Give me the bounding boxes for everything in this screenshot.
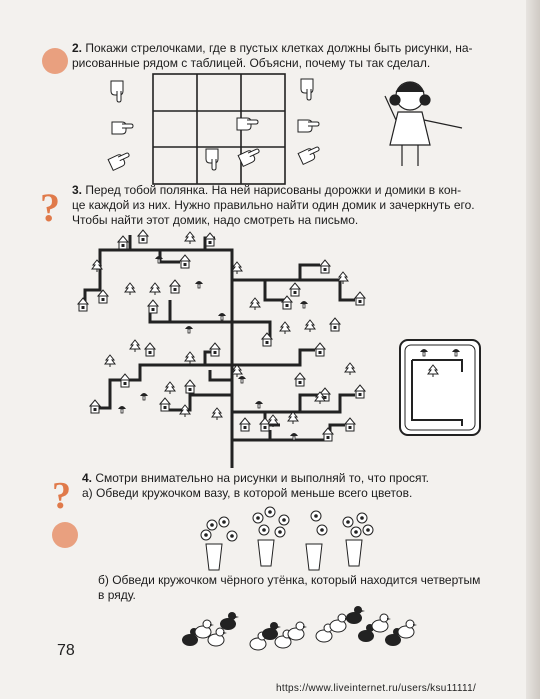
task-4-number: 4. [82, 471, 93, 485]
task-2-line-1: Покажи стрелочками, где в пустых клетках должны быть рисунки, на- [85, 41, 473, 55]
task-3-number: 3. [72, 183, 83, 197]
task-3-line-2: це каждой из них. Нужно правильно найти один домик и зачеркнуть его. [72, 198, 475, 212]
task-4-line-4: в ряду. [98, 588, 136, 602]
task-3-line-1: Перед тобой полянка. На ней нарисованы дорожки и домики в кон- [85, 183, 462, 197]
fir-tree-icon [92, 232, 355, 427]
task-4-line-2: а) Обведи кружочком вазу, в которой меньше всего цветов. [82, 486, 413, 500]
task-4-line-1: Смотри внимательно на рисунки и выполняй то, что просят. [95, 471, 429, 485]
question-mark-icon: ? [52, 475, 71, 517]
path-maze [85, 235, 355, 468]
task-2-number: 2. [72, 41, 83, 55]
hint-letter-card [400, 340, 480, 435]
task-4-line-3: б) Обведи кружочком чёрного утёнка, который находится четвертым [98, 573, 481, 587]
pointing-hand-icon [108, 79, 322, 170]
question-mark-icon: ? [40, 185, 60, 230]
watermark-url: https://www.liveinternet.ru/users/ksu11111/ [276, 683, 477, 694]
girl-pointer-icon [385, 82, 462, 166]
task-3-line-3: Чтобы найти этот домик, надо смотреть на письмо. [72, 213, 359, 227]
symbol-grid [153, 74, 285, 184]
page-number: 78 [57, 642, 75, 659]
task-2-line-2: рисованные рядом с таблицей. Объясни, почему ты так сделал. [72, 56, 431, 70]
flower-vase-icon [201, 507, 373, 570]
duckling-icon [182, 606, 417, 650]
